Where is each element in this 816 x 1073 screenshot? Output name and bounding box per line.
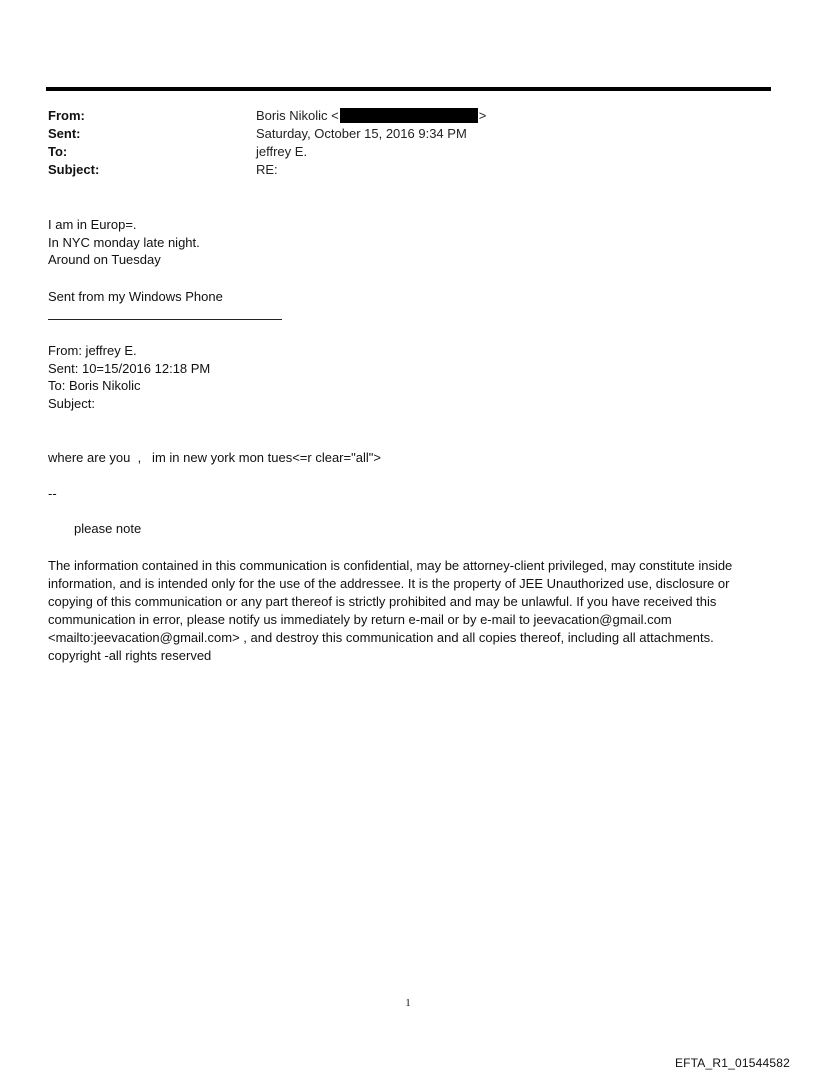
header-top-rule bbox=[46, 87, 771, 91]
quoted-subject: Subject: bbox=[48, 395, 95, 411]
subject-label: Subject: bbox=[48, 162, 100, 178]
from-row bbox=[48, 107, 768, 125]
reply-body bbox=[48, 216, 768, 269]
quoted-message bbox=[48, 449, 768, 467]
from-close: > bbox=[478, 108, 487, 124]
to-value: jeffrey E. bbox=[256, 144, 308, 160]
reply-line: In NYC monday late night. bbox=[48, 234, 200, 250]
signature-separator bbox=[48, 485, 768, 503]
confidentiality-disclaimer: The information contained in this communication is confidential, may be attorney-client privileged, may constitute inside information, and is intended only for the use of the addressee. It is the property of JEE Unauthorized use, disclosure or copying of this communication or any part thereof is strictly prohibited and may be unlawful. If you have received this communication in error, please notify us immediately by return e-mail or by e-mail to jeevacation@gmail.com <mailto:jeevacation@gmail.com> , and destroy this communication and all copies thereof, including all attachments. copyright -all rights reserved bbox=[48, 558, 733, 663]
quoted-to: To: Boris Nikolic bbox=[48, 378, 141, 393]
redaction-box bbox=[340, 108, 478, 123]
from-name: Boris Nikolic < bbox=[256, 108, 339, 124]
reply-signature bbox=[48, 288, 768, 306]
from-label: From: bbox=[48, 108, 85, 124]
to-label: To: bbox=[48, 144, 68, 160]
subject-row bbox=[48, 161, 768, 179]
please-note bbox=[48, 520, 794, 538]
quote-divider bbox=[48, 319, 282, 320]
quoted-message-line: where are you , im in new york mon tues<=r clear="all"> bbox=[48, 450, 381, 465]
bates-number: EFTA_R1_01544582 bbox=[674, 1056, 790, 1070]
quoted-sent: Sent: 10=15/2016 12:18 PM bbox=[48, 360, 211, 376]
reply-line: I am in Europ=. bbox=[48, 217, 137, 232]
separator-line: -- bbox=[48, 486, 57, 501]
reply-line: Around on Tuesday bbox=[48, 252, 161, 267]
from-value bbox=[256, 107, 486, 125]
to-row bbox=[48, 143, 768, 161]
subject-value: RE: bbox=[256, 162, 278, 178]
sent-label: Sent: bbox=[48, 126, 81, 142]
signature-line: Sent from my Windows Phone bbox=[48, 289, 223, 304]
sent-value: Saturday, October 15, 2016 9:34 PM bbox=[256, 126, 467, 142]
please-note-line: please note bbox=[74, 521, 142, 536]
quoted-from: From: jeffrey E. bbox=[48, 343, 137, 358]
page-number: 1 bbox=[405, 997, 411, 1009]
sent-row bbox=[48, 125, 768, 143]
email-header bbox=[48, 107, 768, 179]
quoted-header bbox=[48, 342, 768, 412]
